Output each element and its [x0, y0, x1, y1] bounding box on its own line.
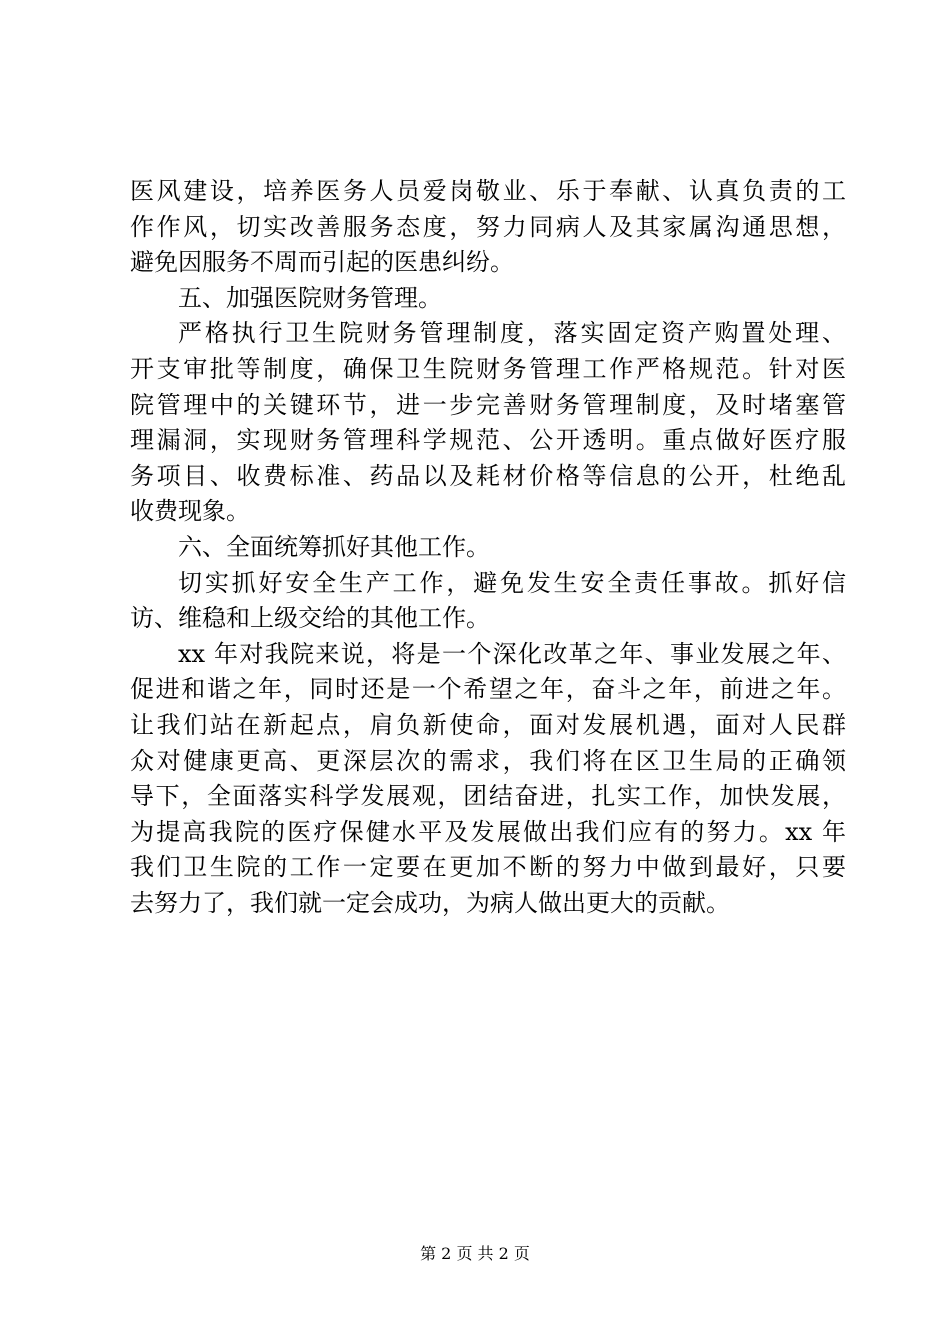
text-line: 收费现象。 [130, 497, 250, 526]
text-line: 避免因服务不周而引起的医患纠纷。 [130, 248, 514, 277]
text-line: 开支审批等制度，确保卫生院财务管理工作严格规范。针对医 [130, 354, 846, 383]
text-line: 务项目、收费标准、药品以及耗材价格等信息的公开，杜绝乱 [130, 461, 846, 490]
text-line: 严格执行卫生院财务管理制度，落实固定资产购置处理、 [178, 319, 846, 348]
text-line: 作作风，切实改善服务态度，努力同病人及其家属沟通思想， [130, 212, 846, 241]
text-line: 医风建设，培养医务人员爱岗敬业、乐于奉献、认真负责的工 [130, 177, 846, 205]
text-line: 切实抓好安全生产工作，避免发生安全责任事故。抓好信 [178, 568, 846, 597]
text-line: 访、维稳和上级交给的其他工作。 [130, 604, 490, 633]
text-line: 六、全面统筹抓好其他工作。 [178, 532, 490, 561]
text-line: 众对健康更高、更深层次的需求，我们将在区卫生局的正确领 [130, 746, 846, 775]
text-line: xx 年对我院来说，将是一个深化改革之年、事业发展之年、 [178, 639, 846, 668]
text-line: 去努力了，我们就一定会成功，为病人做出更大的贡献。 [130, 888, 730, 917]
document-body [130, 174, 846, 921]
text-line: 五、加强医院财务管理。 [178, 283, 442, 312]
text-line: 导下，全面落实科学发展观，团结奋进，扎实工作，加快发展， [130, 782, 846, 811]
text-line: 让我们站在新起点，肩负新使命，面对发展机遇，面对人民群 [130, 710, 846, 739]
text-line: 促进和谐之年，同时还是一个希望之年，奋斗之年，前进之年。 [130, 675, 846, 704]
page-footer: 第 2 页 共 2 页 [420, 1244, 530, 1263]
text-line: 院管理中的关键环节，进一步完善财务管理制度，及时堵塞管 [130, 390, 846, 419]
text-line: 我们卫生院的工作一定要在更加不断的努力中做到最好，只要 [130, 853, 846, 882]
text-line: 理漏洞，实现财务管理科学规范、公开透明。重点做好医疗服 [130, 426, 846, 455]
text-line: 为提高我院的医疗保健水平及发展做出我们应有的努力。xx 年 [130, 817, 846, 846]
